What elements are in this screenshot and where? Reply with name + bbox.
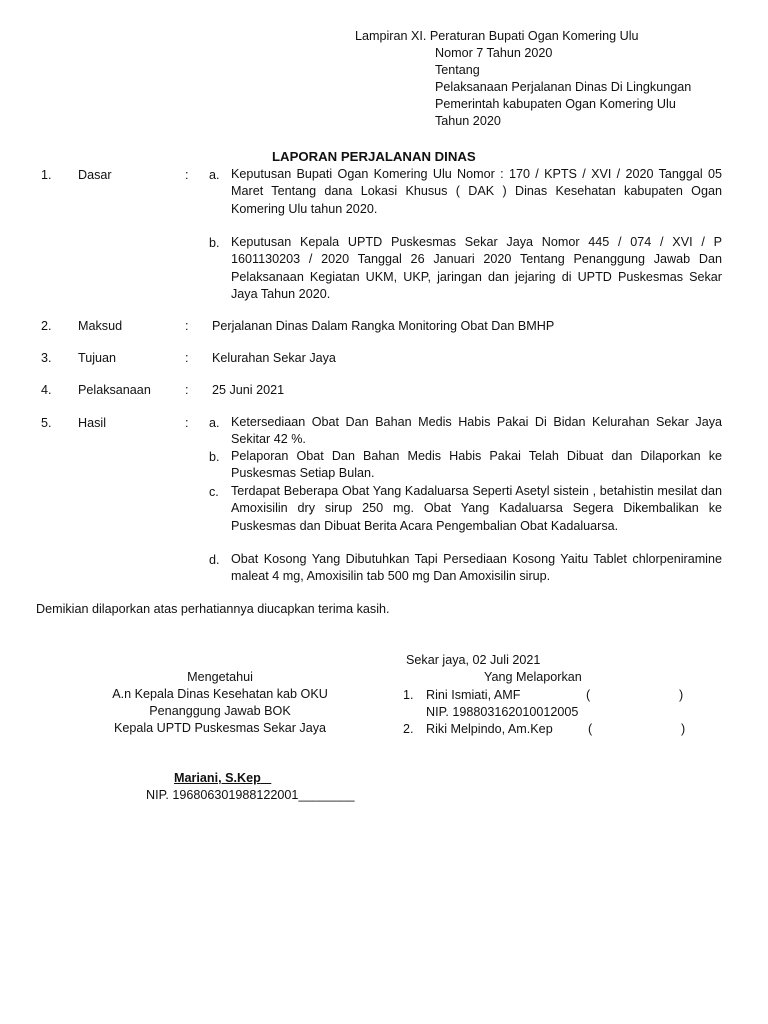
section-label-dasar: Dasar [78,168,112,182]
dasar-b-letter: b. [209,236,220,250]
reporter-1-nip: NIP. 198803162010012005 [426,705,579,719]
place-date: Sekar jaya, 02 Juli 2021 [406,653,541,667]
approver-nip [146,788,355,802]
hasil-b-text: Pelaporan Obat Dan Bahan Medis Habis Pakai Telah Dibuat dan Dilaporkan ke Puskesmas Setiap Bulan. [231,449,722,481]
header-line-3: Tentang [435,63,480,77]
reporter-1-name: Rini Ismiati, AMF [426,688,521,702]
pelaksanaan-text: 25 Juni 2021 [212,383,285,397]
section-number-pelaksanaan: 4. [41,383,52,397]
maksud-text: Perjalanan Dinas Dalam Rangka Monitoring Obat Dan BMHP [212,319,555,333]
reporter-1-number: 1. [403,688,414,702]
reporter-2-number: 2. [403,722,414,736]
section-number-tujuan: 3. [41,351,52,365]
approver-nip-underline: ________ [298,788,355,802]
header-line-4: Pelaksanaan Perjalanan Dinas Di Lingkungan [435,80,692,94]
document-title: LAPORAN PERJALANAN DINAS [272,149,476,164]
approver-name-text: Mariani, S.Kep [174,771,261,785]
reporter-2-name: Riki Melpindo, Am.Kep [426,722,553,736]
section-label-pelaksanaan: Pelaksanaan [78,383,151,397]
reporter-heading: Yang Melaporkan [484,670,582,684]
approval-line-3: Penanggung Jawab BOK [149,704,291,718]
dasar-a-letter: a. [209,168,220,182]
colon-dasar: : [185,168,189,182]
reporter-2-sign-close: ) [681,722,686,736]
section-label-maksud: Maksud [78,319,123,333]
colon-hasil: : [185,416,189,430]
header-line-2: Nomor 7 Tahun 2020 [435,46,553,60]
hasil-c-text: Terdapat Beberapa Obat Yang Kadaluarsa Seperti Asetyl sistein , betahistin mesilat dan Amoxisilin dry sirup 250 mg. Obat Yang Kadaluarsa Segera Dikembalikan ke Puskesmas dan Dibuat Berita Acara Pengembalian Obat Kadaluarsa. [231,484,722,533]
reporter-2-sign-open: ( [588,722,593,736]
closing-sentence: Demikian dilaporkan atas perhatiannya diucapkan terima kasih. [36,602,390,616]
section-label-hasil: Hasil [78,416,106,430]
section-number-maksud: 2. [41,319,52,333]
hasil-a-letter: a. [209,416,220,430]
colon-tujuan: : [185,351,189,365]
approval-heading: Mengetahui [187,670,253,684]
approver-nip-text: NIP. 196806301988122001 [146,788,299,802]
hasil-a-text: Ketersediaan Obat Dan Bahan Medis Habis Pakai Di Bidan Kelurahan Sekar Jaya Sekitar 42 %. [231,415,722,447]
approval-line-2: A.n Kepala Dinas Kesehatan kab OKU [112,687,328,701]
hasil-b-letter: b. [209,450,220,464]
colon-pelaksanaan: : [185,383,189,397]
hasil-d-letter: d. [209,553,220,567]
section-number-dasar: 1. [41,168,52,182]
dasar-a-text: Keputusan Bupati Ogan Komering Ulu Nomor : 170 / KPTS / XVI / 2020 Tanggal 05 Maret Tentang dana Lokasi Khusus ( DAK ) Dinas Kesehatan kabupaten Ogan Komering Ulu tahun 2020. [231,167,722,216]
header-line-5: Pemerintah kabupaten Ogan Komering Ulu [435,97,676,111]
header-line-1: Lampiran XI. Peraturan Bupati Ogan Komering Ulu [355,29,639,43]
hasil-d-text: Obat Kosong Yang Dibutuhkan Tapi Persediaan Kosong Yaitu Tablet chlorpeniramine maleat 4 mg, Amoxisilin tab 500 mg Dan Amoxisilin sirup. [231,552,722,584]
colon-maksud: : [185,319,189,333]
approval-line-4: Kepala UPTD Puskesmas Sekar Jaya [113,721,327,735]
reporter-1-sign-open: ( [586,688,591,702]
header-line-6: Tahun 2020 [435,114,501,128]
tujuan-text: Kelurahan Sekar Jaya [212,351,336,365]
reporter-1-sign-close: ) [679,688,684,702]
approver-name [174,771,271,785]
dasar-b-text: Keputusan Kepala UPTD Puskesmas Sekar Jaya Nomor 445 / 074 / XVI / P 1601130203 / 2020 Tanggal 26 Januari 2020 Tentang Penanggung Jawab Dan Pelaksanaan Kegiatan UKM, UKP, jaringan dan jejaring di UPTD Puskesmas Sekar Jaya Tahun 2020. [231,235,722,301]
section-label-tujuan: Tujuan [78,351,117,365]
section-number-hasil: 5. [41,416,52,430]
hasil-c-letter: c. [209,485,219,499]
